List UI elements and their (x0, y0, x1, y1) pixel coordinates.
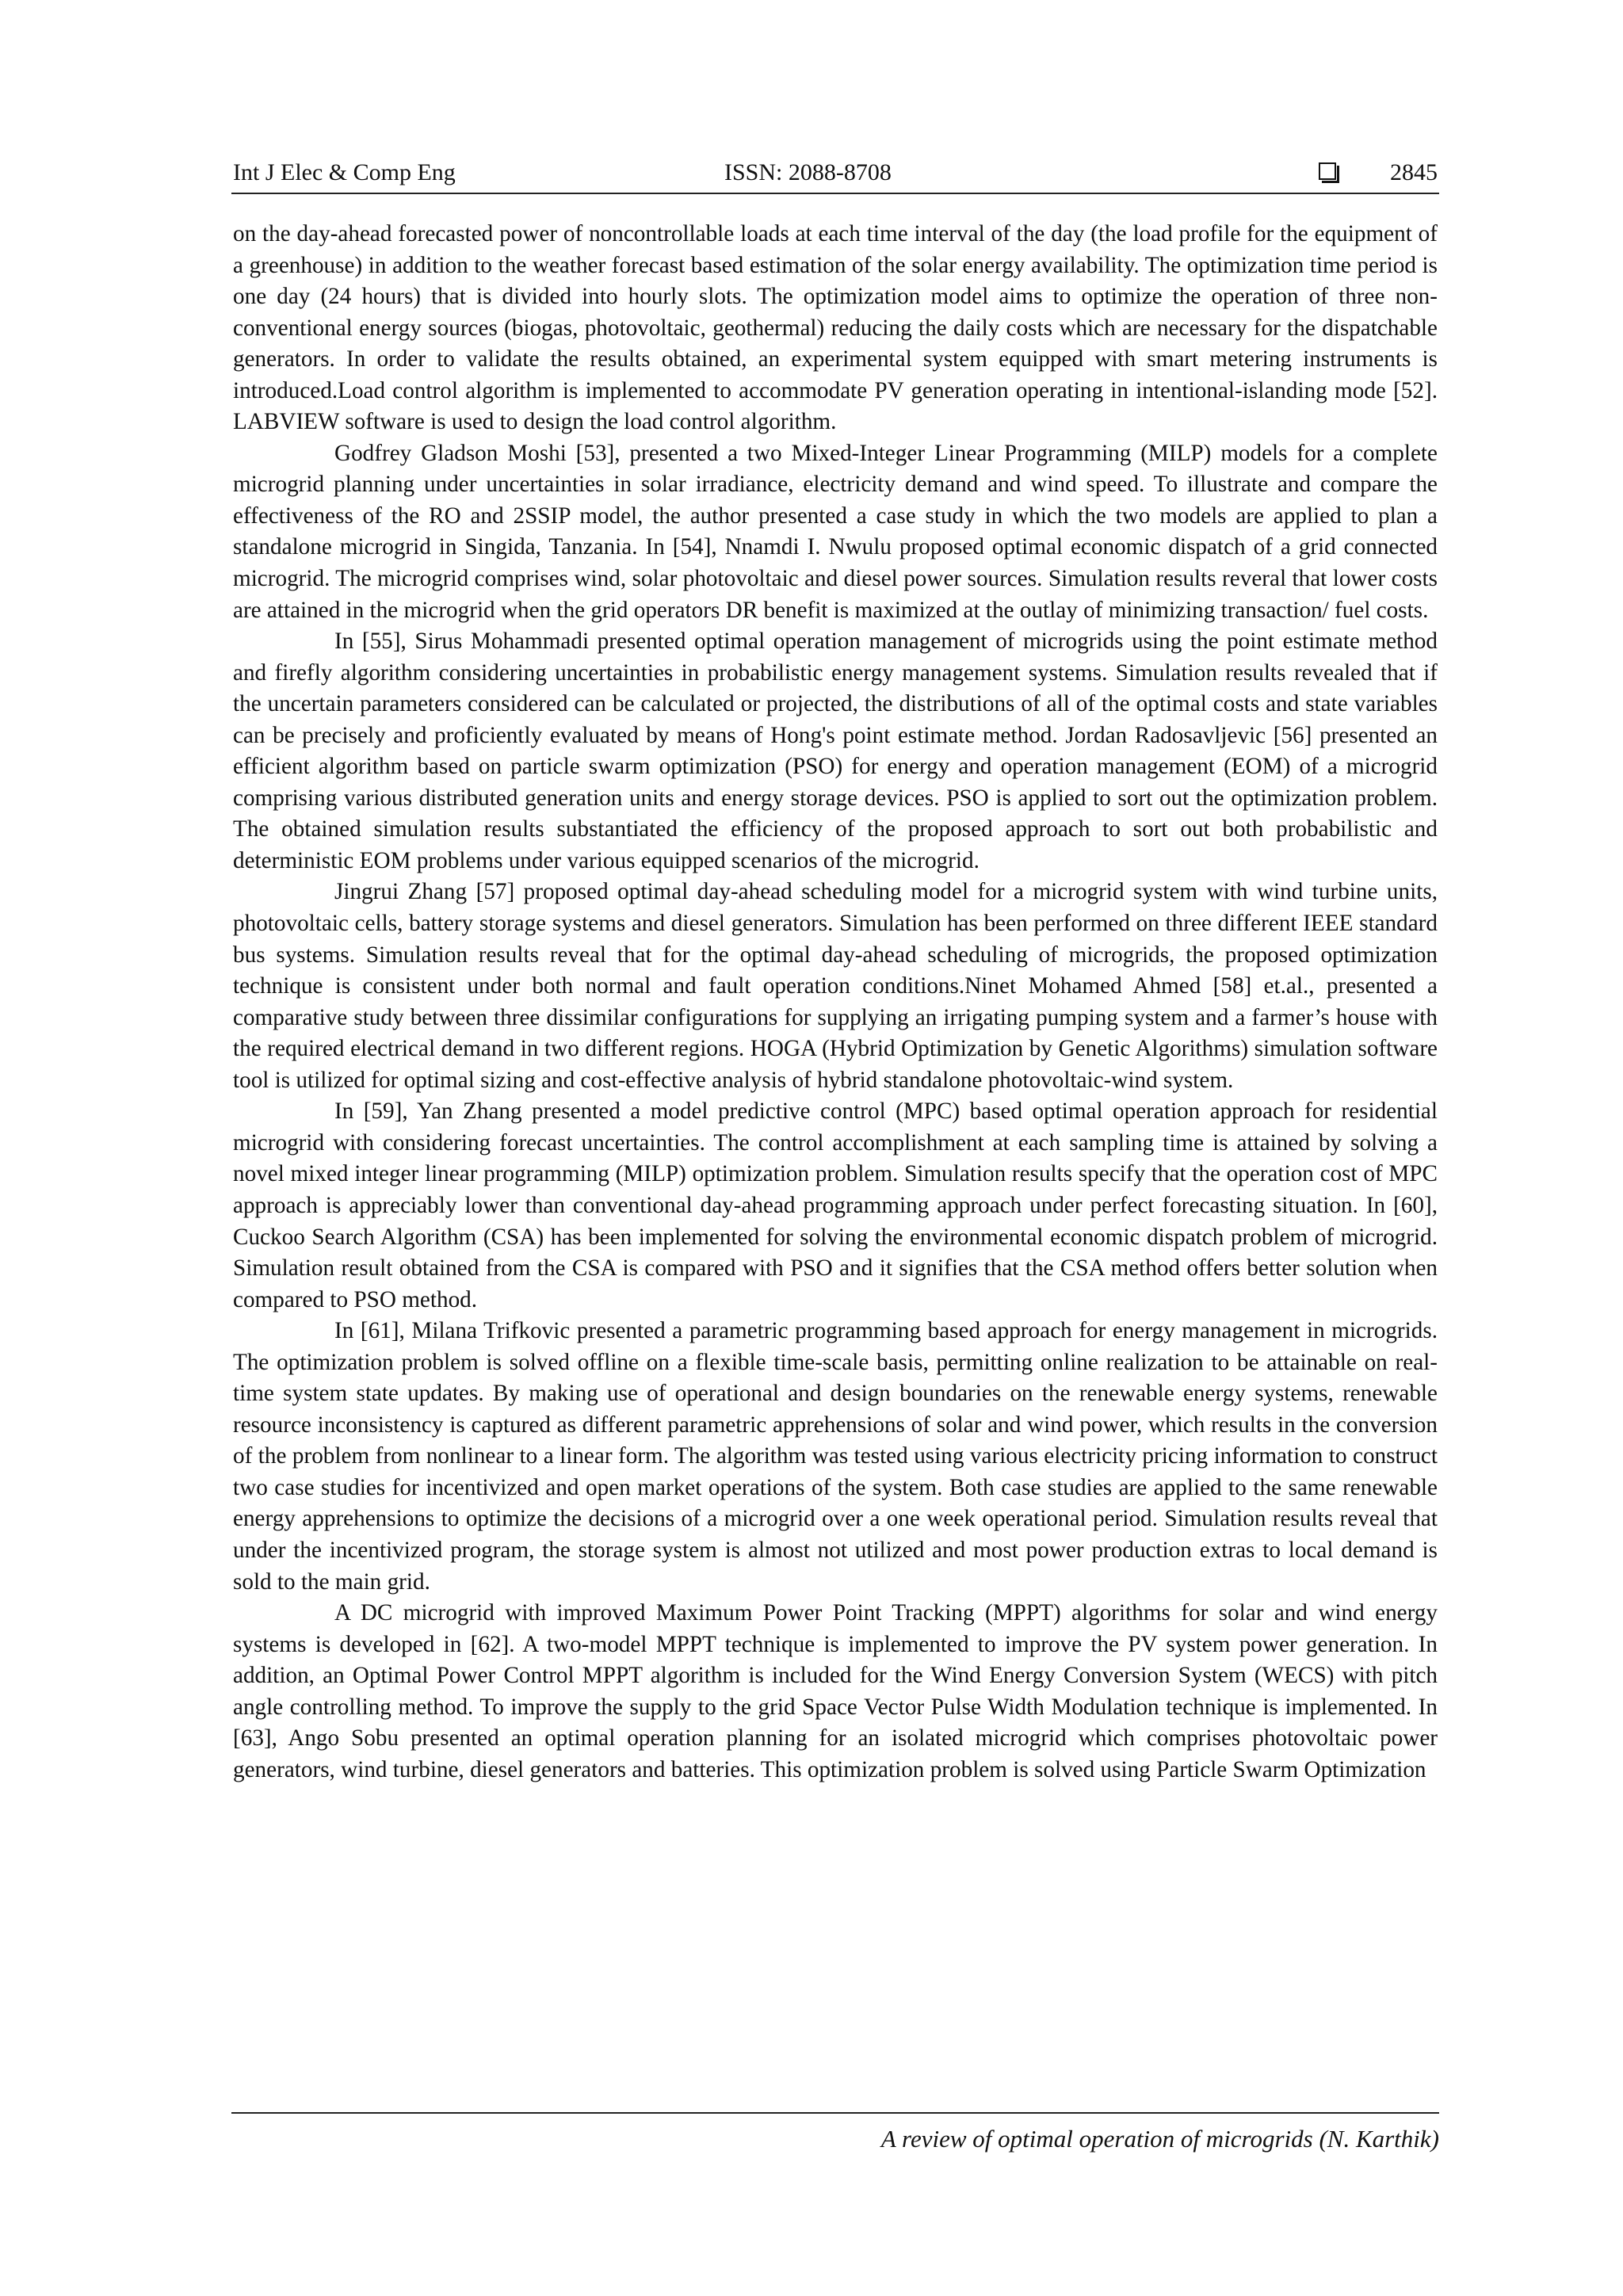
paragraph-5: In [59], Yan Zhang presented a model predictive control (MPC) based optimal operation approach for residential microgrid with considering forecast uncertainties. The control accomplishment at each sampling time is attained by solving a novel mixed integer linear programming (MILP) optimization problem. Simulation results specify that the operation cost of MPC approach is appreciably lower than conventional day-ahead programming approach under perfect forecasting situation. In [60], Cuckoo Search Algorithm (CSA) has been implemented for solving the environmental economic dispatch problem of microgrid. Simulation result obtained from the CSA is compared with PSO and it signifies that the CSA method offers better solution when compared to PSO method. (233, 1098, 1438, 1312)
page-number: 2845 (1390, 159, 1438, 185)
journal-name: Int J Elec & Comp Eng (233, 159, 456, 185)
paragraph-3: In [55], Sirus Mohammadi presented optimal operation management of microgrids using the point estimate method and firefly algorithm considering uncertainties in probabilistic energy management systems. Simulation results revealed that if the uncertain parameters considered can be calculated or projected, the distributions of all of the optimal costs and state variables can be precisely and proficiently evaluated by means of Hong's point estimate method. Jordan Radosavljevic [56] presented an efficient algorithm based on particle swarm optimization (PSO) for energy and operation management (EOM) of a microgrid comprising various distributed generation units and energy storage devices. PSO is applied to sort out the optimization problem. The obtained simulation results substantiated the efficiency of the proposed approach to sort out both probabilistic and deterministic EOM problems under various equipped scenarios of the microgrid. (233, 628, 1438, 873)
article-body (233, 219, 1438, 1786)
issn-label: ISSN: 2088-8708 (724, 159, 892, 185)
paragraph-4: Jingrui Zhang [57] proposed optimal day-ahead scheduling model for a microgrid system with wind turbine units, photovoltaic cells, battery storage systems and diesel generators. Simulation has been performed on three different IEEE standard bus systems. Simulation results reveal that for the optimal day-ahead scheduling of microgrids, the proposed optimization technique is consistent under both normal and fault operation conditions.Ninet Mohamed Ahmed [58] et.al., presented a comparative study between three dissimilar configurations for supplying an irrigating pumping system and a farmer’s house with the required electrical demand in two different regions. HOGA (Hybrid Optimization by Genetic Algorithms) simulation software tool is utilized for optimal sizing and cost-effective analysis of hybrid standalone photovoltaic-wind system. (233, 879, 1438, 1093)
footer-divider (231, 2112, 1439, 2114)
running-title: A review of optimal operation of microgrids (N. Karthik) (880, 2125, 1439, 2153)
header-divider (231, 193, 1439, 194)
paragraph-7: A DC microgrid with improved Maximum Power Point Tracking (MPPT) algorithms for solar and wind energy systems is developed in [62]. A two-model MPPT technique is implemented to improve the PV system power generation. In addition, an Optimal Power Control MPPT algorithm is included for the Wind Energy Conversion System (WECS) with pitch angle controlling method. To improve the supply to the grid Space Vector Pulse Width Modulation technique is implemented. In [63], Ango Sobu presented an optimal operation planning for an isolated microgrid which comprises photovoltaic power generators, wind turbine, diesel generators and batteries. This optimization problem is solved using Particle Swarm Optimization (233, 1600, 1438, 1782)
square-box-icon (1319, 162, 1336, 180)
page-header (233, 155, 1438, 190)
paragraph-1: on the day-ahead forecasted power of noncontrollable loads at each time interval of the day (the load profile for the equipment of a greenhouse) in addition to the weather forecast based estimation of the solar energy availability. The optimization time period is one day (24 hours) that is divided into hourly slots. The optimization model aims to optimize the operation of three non-conventional energy sources (biogas, photovoltaic, geothermal) reducing the daily costs which are necessary for the dispatchable generators. In order to validate the results obtained, an experimental system equipped with smart metering instruments is introduced.Load control algorithm is implemented to accommodate PV generation operating in intentional-islanding mode [52]. LABVIEW software is used to design the load control algorithm. (233, 221, 1438, 435)
paragraph-2: Godfrey Gladson Moshi [53], presented a two Mixed-Integer Linear Programming (MILP) models for a complete microgrid planning under uncertainties in solar irradiance, electricity demand and wind speed. To illustrate and compare the effectiveness of the RO and 2SSIP model, the author presented a case study in which the two models are applied to plan a standalone microgrid in Singida, Tanzania. In [54], Nnamdi I. Nwulu proposed optimal economic dispatch of a grid connected microgrid. The microgrid comprises wind, solar photovoltaic and diesel power sources. Simulation results reveral that lower costs are attained in the microgrid when the grid operators DR benefit is maximized at the outlay of minimizing transaction/ fuel costs. (233, 440, 1438, 623)
paragraph-6: In [61], Milana Trifkovic presented a parametric programming based approach for energy management in microgrids. The optimization problem is solved offline on a flexible time-scale basis, permitting online realization to be attainable on real-time system state updates. By making use of operational and design boundaries on the renewable energy systems, renewable resource inconsistency is captured as different parametric apprehensions of solar and wind power, which results in the conversion of the problem from nonlinear to a linear form. The algorithm was tested using various electricity pricing information to construct two case studies for incentivized and open market operations of the system. Both case studies are applied to the same renewable energy apprehensions to optimize the decisions of a microgrid over a one week operational period. Simulation results reveal that under the incentivized program, the storage system is almost not utilized and most power production extras to local demand is sold to the main grid. (233, 1318, 1438, 1595)
